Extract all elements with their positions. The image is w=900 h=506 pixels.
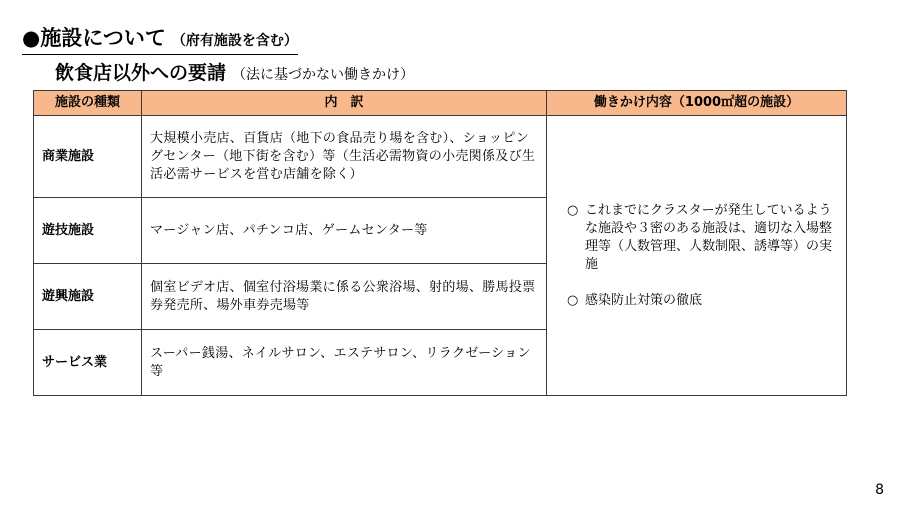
facility-category: 遊興施設 [34,264,142,330]
facility-category: サービス業 [34,330,142,396]
subsection-title-note: （法に基づかない働きかけ） [232,67,415,83]
facility-description: スーパー銭湯、ネイルサロン、エステサロン、リラクゼーション 等 [142,330,547,396]
facility-category: 遊技施設 [34,198,142,264]
facility-description: 大規模小売店、百貨店（地下の食品売り場を含む）、ショッピングセンター（地下街を含む）等（生活必需物資の小売関係及び生活必需サービスを営む店舗を除く） [142,116,547,198]
subsection-heading [55,61,414,87]
action-item [567,202,836,274]
section-title-note: （府有施設を含む） [171,33,298,49]
facility-category: 商業施設 [34,116,142,198]
page-number: 8 [875,482,884,498]
facility-description: マージャン店、パチンコ店、ゲームセンター等 [142,198,547,264]
bullet-icon: ● [22,26,41,50]
section-title: 施設について [40,26,166,50]
circle-mark-icon: ○ [567,292,579,308]
table-row [34,116,847,198]
header-content: 内 訳 [142,91,547,116]
action-text: 感染防止対策の徹底 [585,292,703,308]
facility-request-table [33,90,847,396]
action-cell [547,116,847,396]
table-header-row [34,91,847,116]
subsection-title: 飲食店以外への要請 [55,62,227,84]
header-action: 働きかけ内容（1000㎡超の施設） [547,91,847,116]
action-text: これまでにクラスターが発生しているような施設や３密のある施設は、適切な入場整理等（人数管理、人数制限、誘導等）の実施 [585,202,833,272]
facility-description: 個室ビデオ店、個室付浴場業に係る公衆浴場、射的場、勝馬投票券発売所、場外車券売場等 [142,264,547,330]
circle-mark-icon: ○ [567,202,579,218]
action-item [567,292,836,310]
section-heading [22,26,298,55]
header-facility-type: 施設の種類 [34,91,142,116]
